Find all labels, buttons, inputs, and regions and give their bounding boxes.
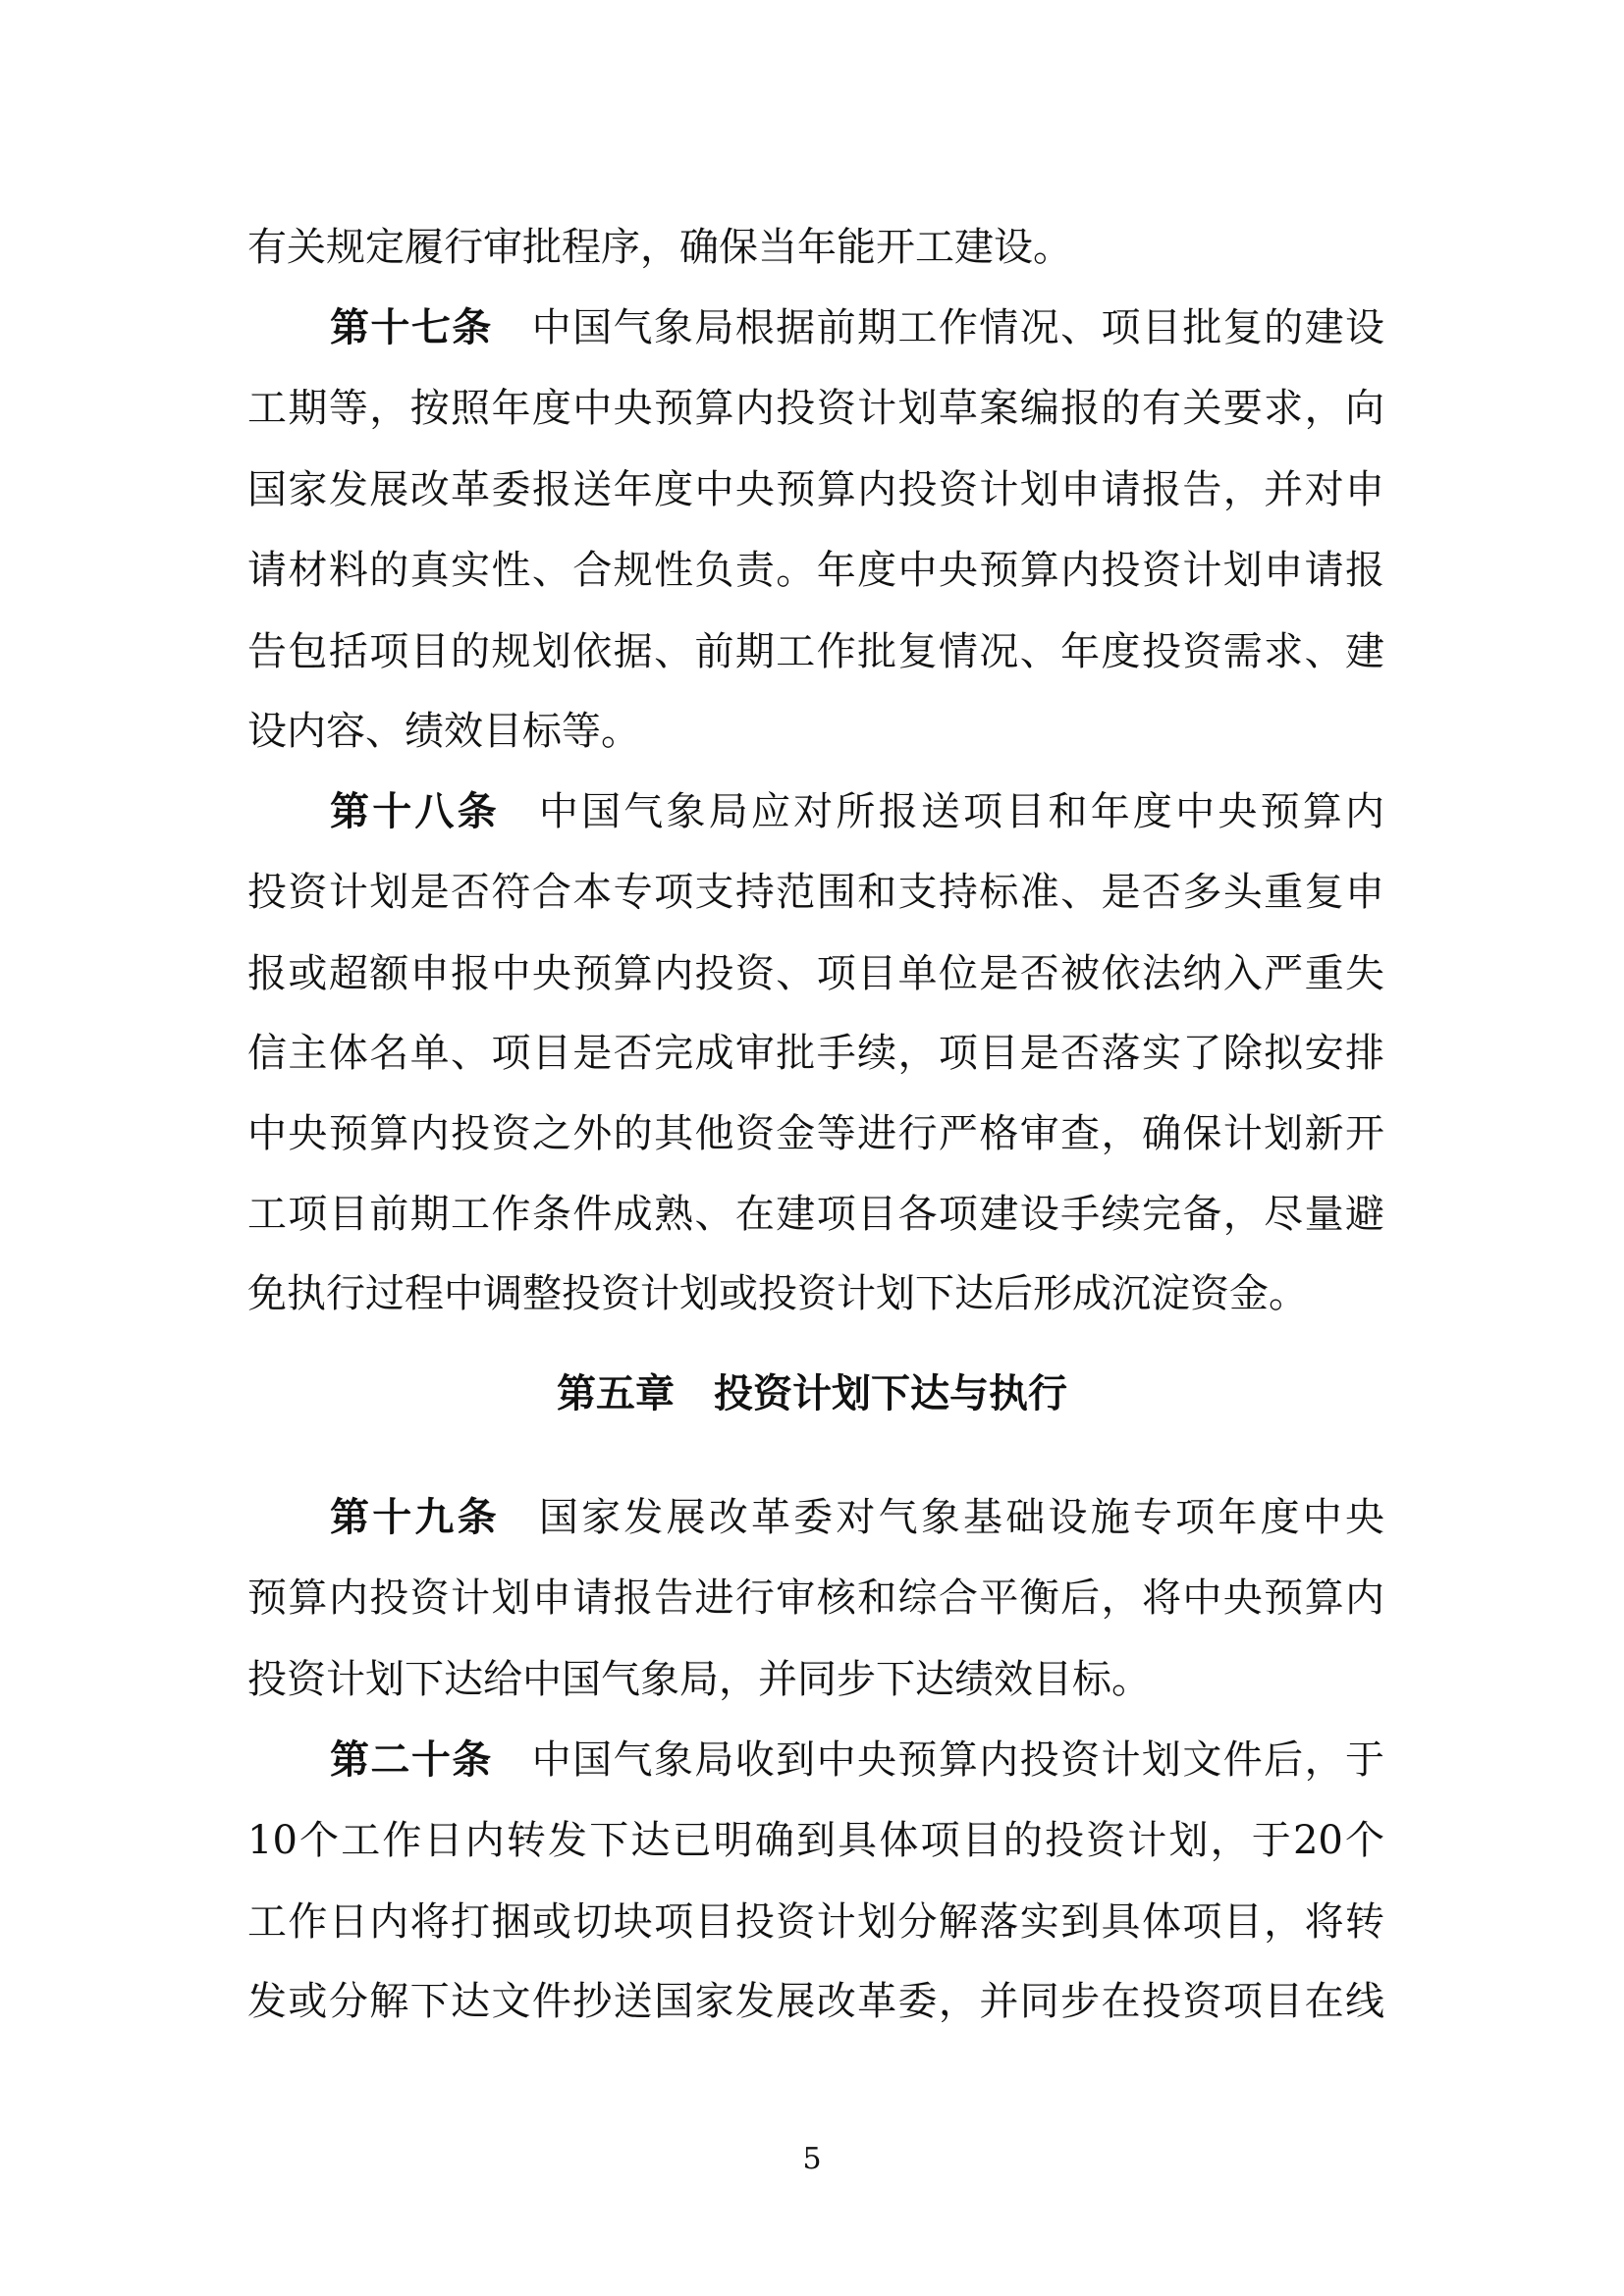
line-text: 中国气象局根据前期工作情况、项目批复的建设 (531, 305, 1384, 350)
line-text: 报或超额申报中央预算内投资、项目单位是否被依法纳入严重失 (247, 951, 1384, 996)
line-text: 国家发展改革委对气象基础设施专项年度中央 (538, 1495, 1384, 1540)
line-text: 请材料的真实性、合规性负责。年度中央预算内投资计划申请报 (247, 548, 1384, 593)
paragraph-line (247, 379, 1384, 438)
paragraph-line (247, 541, 1384, 600)
article-label: 第十七条 (330, 305, 493, 350)
paragraph-line (247, 1972, 1384, 2031)
paragraph-line (247, 460, 1384, 519)
line-text: 告包括项目的规划依据、前期工作批复情况、年度投资需求、建 (247, 629, 1384, 674)
chapter-title: 投资计划下达与执行 (714, 1371, 1067, 1416)
page-number: 5 (802, 2142, 822, 2176)
paragraph-line (247, 1264, 1384, 1323)
paragraph-line (330, 1731, 1384, 1789)
line-text: 发或分解下达文件抄送国家发展改革委，并同步在投资项目在线 (247, 1979, 1384, 2024)
paragraph-line (330, 1488, 1384, 1547)
paragraph-line (247, 218, 1384, 277)
paragraph-line (247, 944, 1384, 1003)
chapter-number: 第五章 (557, 1371, 675, 1416)
line-text: 免执行过程中调整投资计划或投资计划下达后形成沉淀资金。 (247, 1271, 1308, 1316)
paragraph-line (330, 782, 1384, 841)
paragraph-line (247, 1024, 1384, 1083)
paragraph-line (247, 1185, 1384, 1244)
paragraph-line (247, 1569, 1384, 1628)
line-text: 投资计划是否符合本专项支持范围和支持标准、是否多头重复申 (247, 870, 1384, 915)
line-text: 工作日内将打捆或切块项目投资计划分解落实到具体项目，将转 (247, 1899, 1384, 1945)
paragraph-line (330, 298, 1384, 357)
paragraph-line (247, 702, 1384, 761)
line-text: 中国气象局应对所报送项目和年度中央预算内 (538, 789, 1384, 834)
line-text: 10个工作日内转发下达已明确到具体项目的投资计划，于20个 (247, 1818, 1384, 1863)
paragraph-line (247, 622, 1384, 681)
paragraph-line (247, 1893, 1384, 1951)
paragraph-line (247, 863, 1384, 922)
paragraph-line (247, 1811, 1384, 1870)
line-text: 中央预算内投资之外的其他资金等进行严格审查，确保计划新开 (247, 1111, 1384, 1156)
line-text: 国家发展改革委报送年度中央预算内投资计划申请报告，并对申 (247, 467, 1384, 512)
chapter-heading (0, 1364, 1624, 1423)
line-text: 设内容、绩效目标等。 (247, 709, 640, 754)
line-text: 投资计划下达给中国气象局，并同步下达绩效目标。 (247, 1657, 1151, 1702)
line-text: 工期等，按照年度中央预算内投资计划草案编报的有关要求，向 (247, 386, 1384, 431)
line-text: 中国气象局收到中央预算内投资计划文件后，于 (531, 1737, 1384, 1783)
paragraph-line (247, 1104, 1384, 1163)
line-text: 信主体名单、项目是否完成审批手续，项目是否落实了除拟安排 (247, 1031, 1384, 1076)
line-text: 有关规定履行审批程序，确保当年能开工建设。 (247, 225, 1072, 270)
paragraph-line (247, 1650, 1384, 1709)
article-label: 第十八条 (330, 789, 500, 834)
line-text: 预算内投资计划申请报告进行审核和综合平衡后，将中央预算内 (247, 1575, 1384, 1621)
article-label: 第二十条 (330, 1737, 493, 1783)
article-label: 第十九条 (330, 1495, 500, 1540)
line-text: 工项目前期工作条件成熟、在建项目各项建设手续完备，尽量避 (247, 1192, 1384, 1237)
